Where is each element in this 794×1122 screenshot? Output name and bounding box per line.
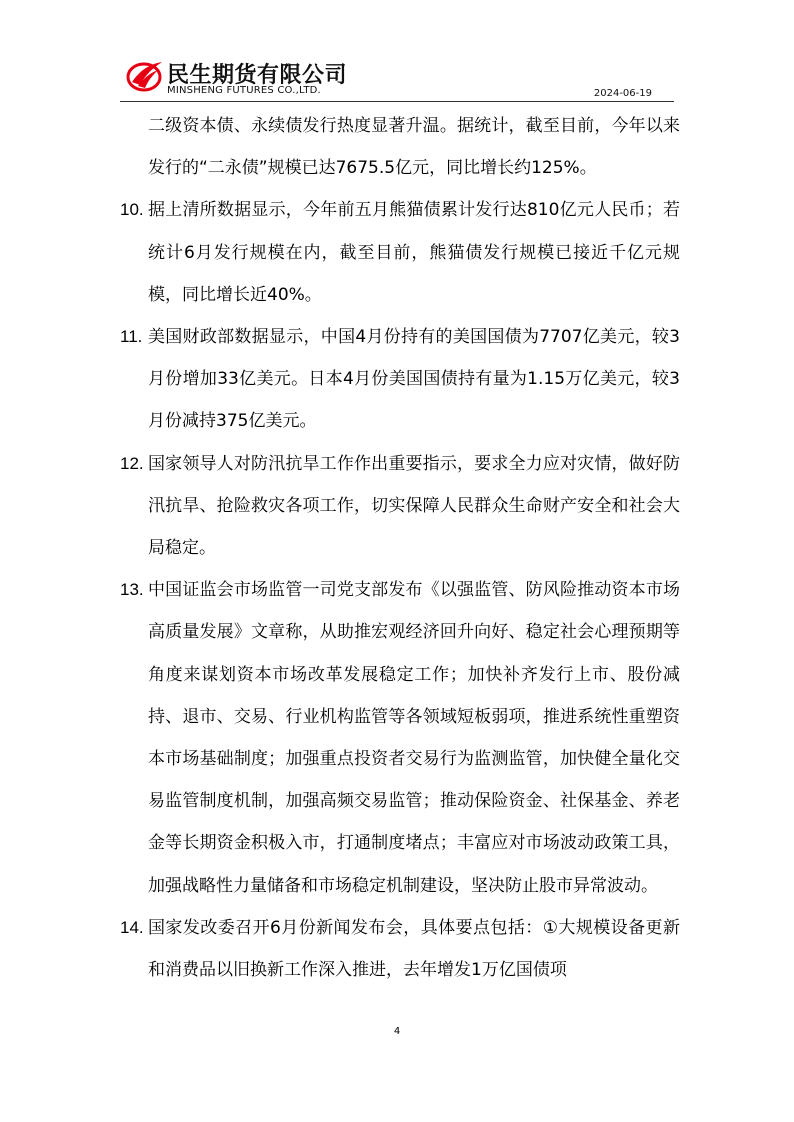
item-text: 中国证监会市场监管一司党支部发布《以强监管、防风险推动资本市场高质量发展》文章称，从助推宏观经济回升向好、稳定社会心理预期等角度来谋划资本市场改革发展稳定工作；加快补齐发行上市、股份减持、退市、交易、行业机构监管等各领域短板弱项，推进系统性重塑资本市场基础制度；加强重点投资者交易行为监测监管，加快健全量化交易监管制度机制，加强高频交易监管；推动保险资金、社保基金、养老金等长期资金积极入市，打通制度堵点；丰富应对市场波动政策工具，加强战略性力量储备和市场稳定机制建设，坚决防止股市异常波动。 bbox=[148, 580, 680, 896]
item-number: 13. bbox=[120, 580, 144, 600]
company-name-cn: 民生期货有限公司 bbox=[167, 63, 348, 88]
list-item-14 bbox=[120, 907, 680, 991]
page-header bbox=[120, 50, 674, 102]
company-name-en: MINSHENG FUTURES CO.,LTD. bbox=[167, 85, 321, 96]
list-item-13 bbox=[120, 569, 680, 907]
item-text: 二级资本债、永续债发行热度显著升温。据统计，截至目前，今年以来发行的“二永债”规模已达7675.5亿元，同比增长约125%。 bbox=[148, 116, 680, 179]
header-divider bbox=[120, 101, 674, 102]
minsheng-futures-logo-icon bbox=[126, 58, 164, 92]
item-number: 10. bbox=[120, 200, 144, 220]
item-text: 美国财政部数据显示，中国4月份持有的美国国债为7707亿美元，较3月份增加33亿美元。日本4月份美国国债持有量为1.15万亿美元，较3月份减持375亿美元。 bbox=[148, 327, 680, 432]
list-item-continued bbox=[120, 105, 680, 189]
item-text: 据上清所数据显示，今年前五月熊猫债累计发行达810亿元人民币；若统计6月发行规模在内，截至目前，熊猫债发行规模已接近千亿元规模，同比增长近40%。 bbox=[148, 200, 680, 305]
item-number: 14. bbox=[120, 917, 144, 937]
list-item-12 bbox=[120, 443, 680, 570]
list-item-11 bbox=[120, 316, 680, 443]
item-text: 国家发改委召开6月份新闻发布会，具体要点包括：①大规模设备更新和消费品以旧换新工作深入推进，去年增发1万亿国债项 bbox=[148, 917, 680, 981]
list-item-10 bbox=[120, 189, 680, 316]
item-text: 国家领导人对防汛抗旱工作作出重要指示，要求全力应对灾情，做好防汛抗旱、抢险救灾各项工作，切实保障人民群众生命财产安全和社会大局稳定。 bbox=[148, 453, 680, 559]
item-number: 11. bbox=[120, 327, 143, 347]
news-list bbox=[120, 105, 680, 991]
item-number: 12. bbox=[120, 453, 144, 473]
page-number: 4 bbox=[393, 1026, 401, 1037]
report-date: 2024-06-19 bbox=[593, 88, 652, 99]
